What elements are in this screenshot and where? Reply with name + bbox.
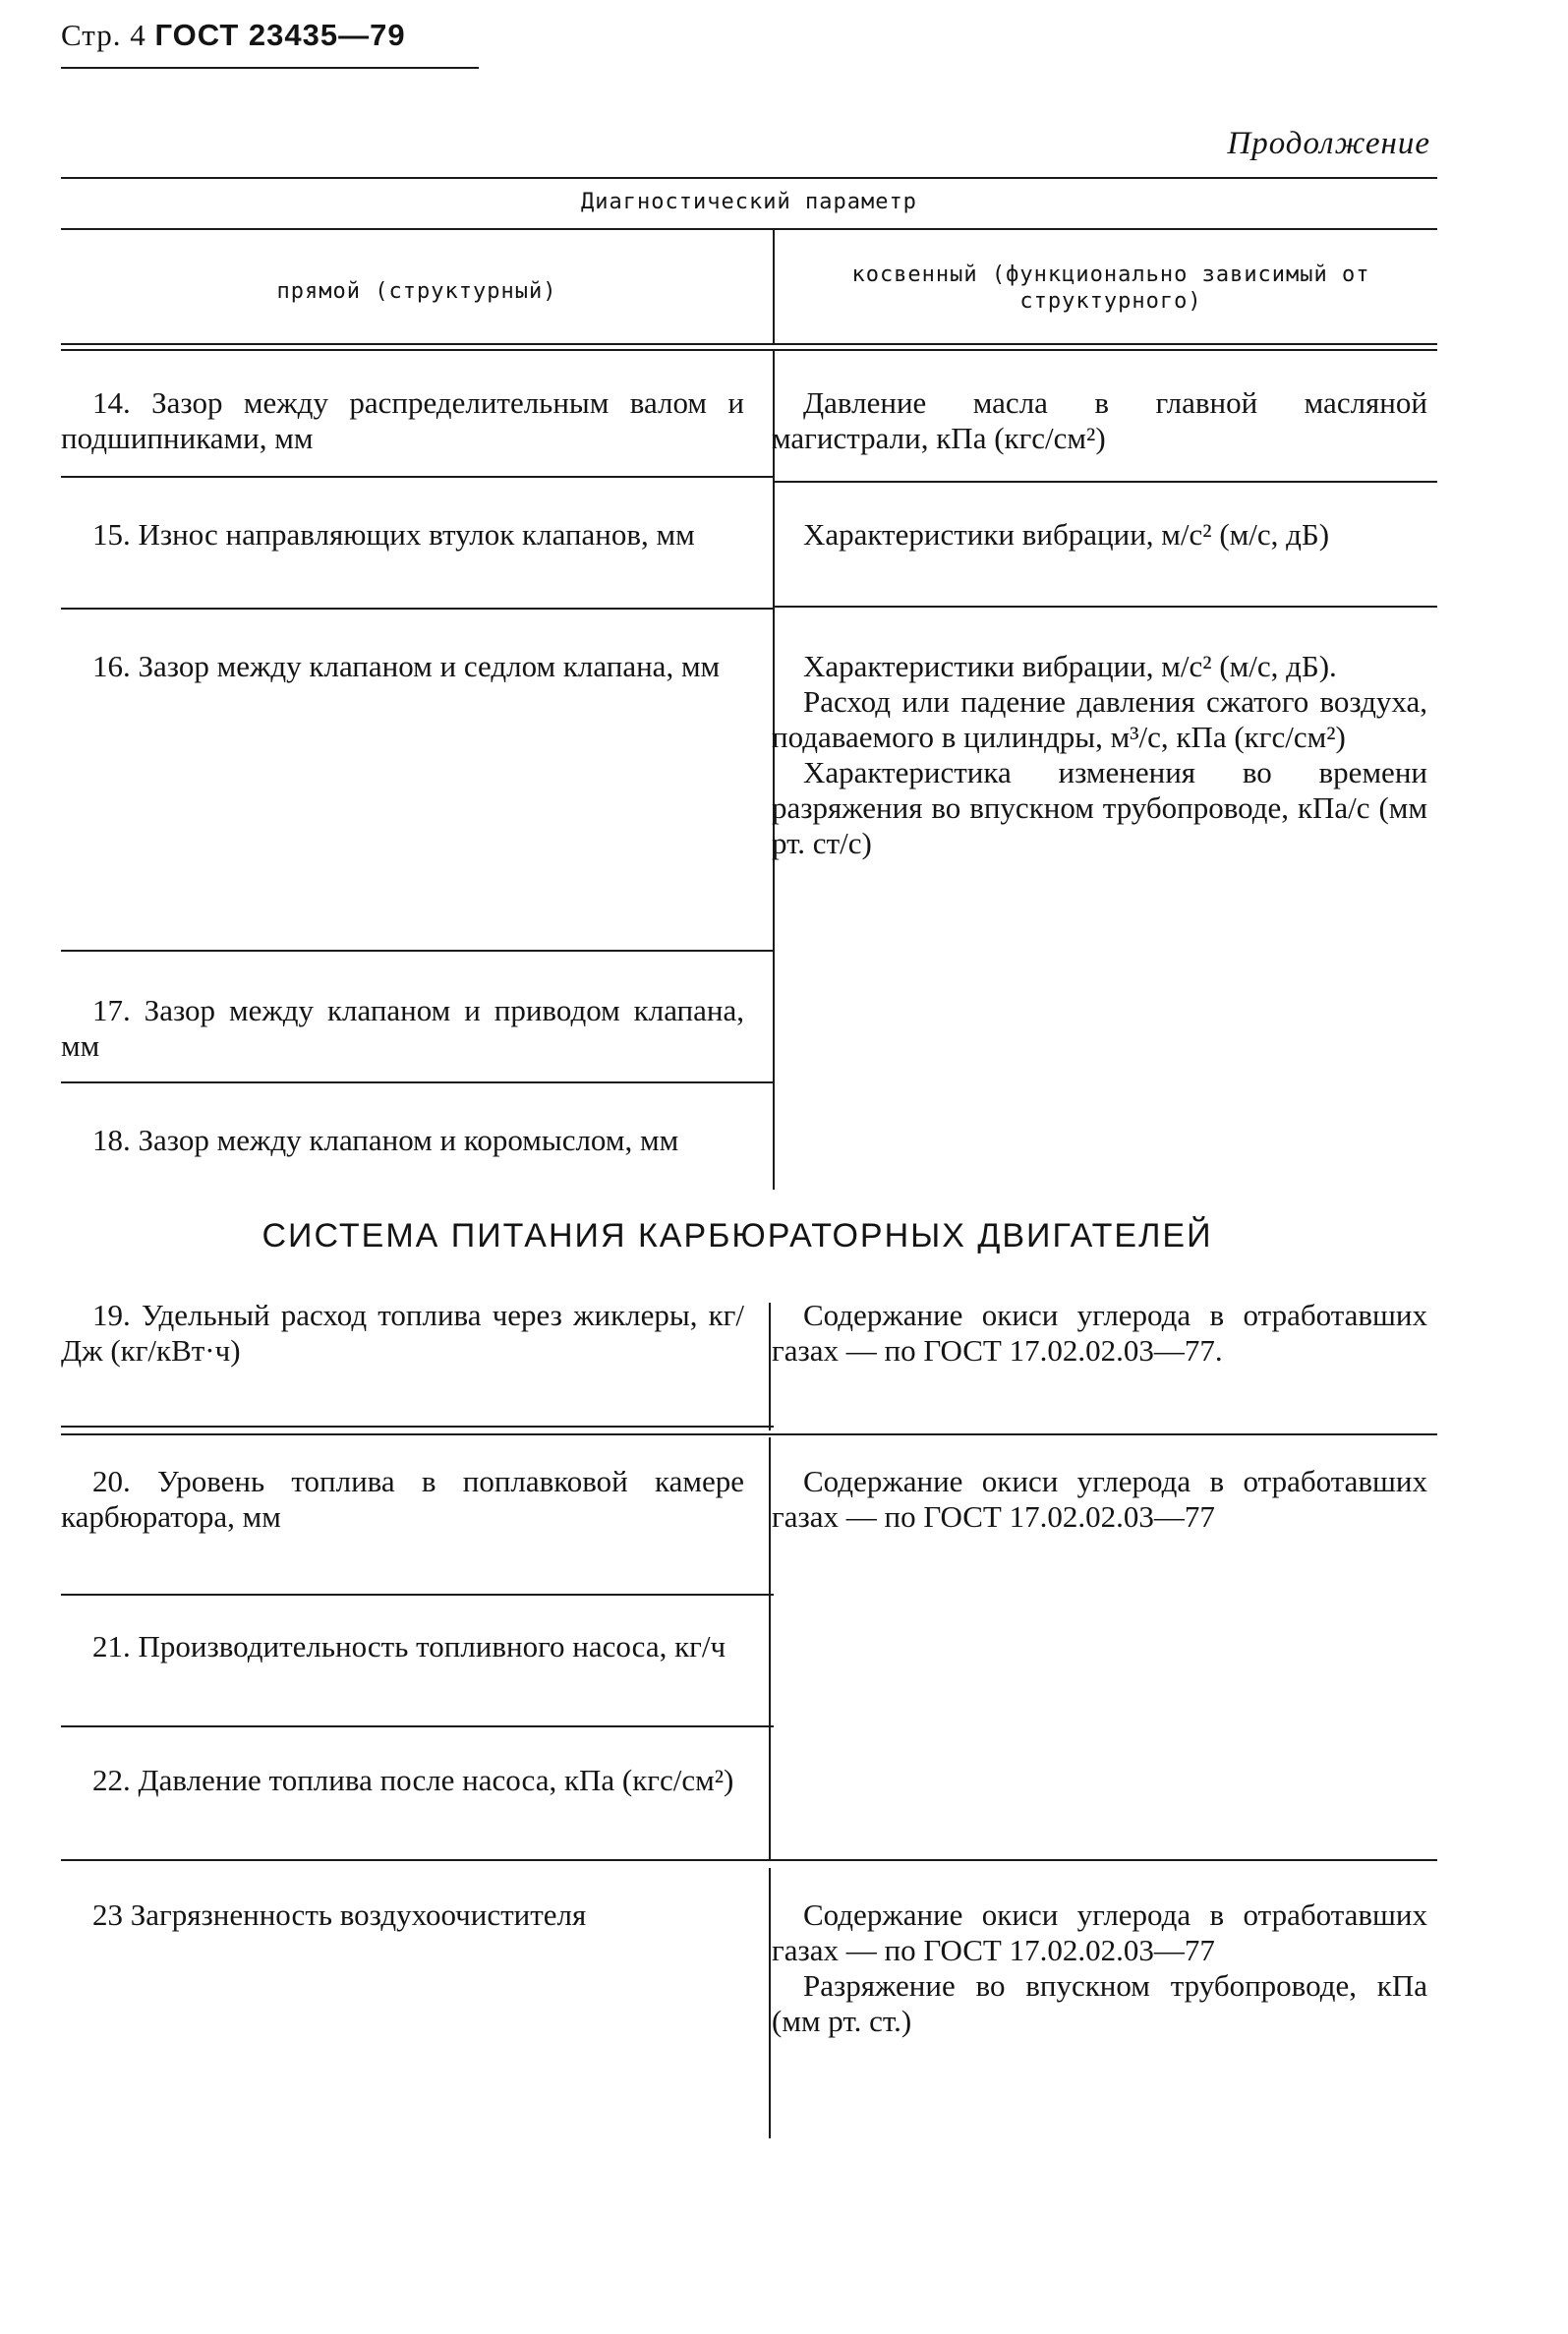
table-row-19-indirect: Содержание окиси углерода в отработавших газах — по ГОСТ 17.02.02.03—77. <box>772 1298 1427 1368</box>
table-row-15-direct: 15. Износ направляющих втулок клапанов, мм <box>92 517 695 552</box>
row-rule <box>61 1859 1437 1861</box>
column-divider <box>769 1437 771 1860</box>
group-header-rule <box>61 228 1437 230</box>
table-row-16-indirect: Характеристики вибрации, м/с² (м/с, дБ). Расход или падение давления сжатого воздуха, подаваемого в цилиндры, м³/с, кПа (кгс/см²) Характеристика изменения во времени разряжения во впускном трубопроводе, кПа/с (мм рт. ст/с) <box>772 649 1427 860</box>
row-rule <box>61 1433 1437 1435</box>
header-underline <box>61 67 479 69</box>
row-rule <box>61 1725 774 1727</box>
table-top-rule <box>61 177 1437 179</box>
table-row-22-direct: 22. Давление топлива после насоса, кПа (кгс/см²) <box>92 1763 734 1797</box>
table-row-14-indirect: Давление масла в главной масляной магистрали, кПа (кгс/см²) <box>772 385 1427 455</box>
table-row-16-direct: 16. Зазор между клапаном и седлом клапана, мм <box>92 649 721 683</box>
row-rule <box>61 608 774 610</box>
standard-code: ГОСТ 23435—79 <box>154 18 406 52</box>
row-rule <box>61 476 774 478</box>
table-row-20-direct: 20. Уровень топлива в поплавковой камере карбюратора, мм <box>61 1464 744 1534</box>
column-header-indirect: косвенный (функционально зависимый от структурного) <box>851 263 1370 314</box>
column-divider <box>769 1303 771 1430</box>
table-row-23-direct: 23 Загрязненность воздухоочистителя <box>92 1897 587 1932</box>
continuation-label: Продолжение <box>1227 126 1430 161</box>
header-double-rule-1 <box>61 343 1437 345</box>
table-row-21-direct: 21. Производительность топливного насоса, кг/ч <box>92 1629 726 1663</box>
column-divider <box>773 230 775 343</box>
row-rule <box>773 481 1437 483</box>
row-rule <box>61 1594 774 1596</box>
section-title: СИСТЕМА ПИТАНИЯ КАРБЮРАТОРНЫХ ДВИГАТЕЛЕЙ <box>261 1217 1213 1255</box>
table-row-17-direct: 17. Зазор между клапаном и приводом клапана, мм <box>61 993 744 1063</box>
group-header: Диагностический параметр <box>581 190 917 214</box>
table-row-23-indirect: Содержание окиси углерода в отработавших газах — по ГОСТ 17.02.02.03—77 Разряжение во впускном трубопроводе, кПа (мм рт. ст.) <box>772 1897 1427 2038</box>
column-divider <box>769 1868 771 2138</box>
table-row-15-indirect: Характеристики вибрации, м/с² (м/с, дБ) <box>803 517 1330 552</box>
table-row-20-indirect: Содержание окиси углерода в отработавших газах — по ГОСТ 17.02.02.03—77 <box>772 1464 1427 1534</box>
row-rule <box>773 606 1437 608</box>
page-number: Стр. 4 <box>61 18 146 52</box>
row-rule <box>61 950 774 952</box>
column-header-direct: прямой (структурный) <box>276 279 557 304</box>
table-row-19-direct: 19. Удельный расход топлива через жиклеры, кг/Дж (кг/кВт·ч) <box>61 1298 744 1368</box>
row-rule <box>61 1081 774 1083</box>
page-header <box>61 18 406 53</box>
row-rule <box>61 1426 774 1428</box>
table-row-18-direct: 18. Зазор между клапаном и коромыслом, мм <box>92 1123 679 1157</box>
header-double-rule-2 <box>61 349 1437 351</box>
table-row-14-direct: 14. Зазор между распределительным валом и подшипниками, мм <box>61 385 744 455</box>
